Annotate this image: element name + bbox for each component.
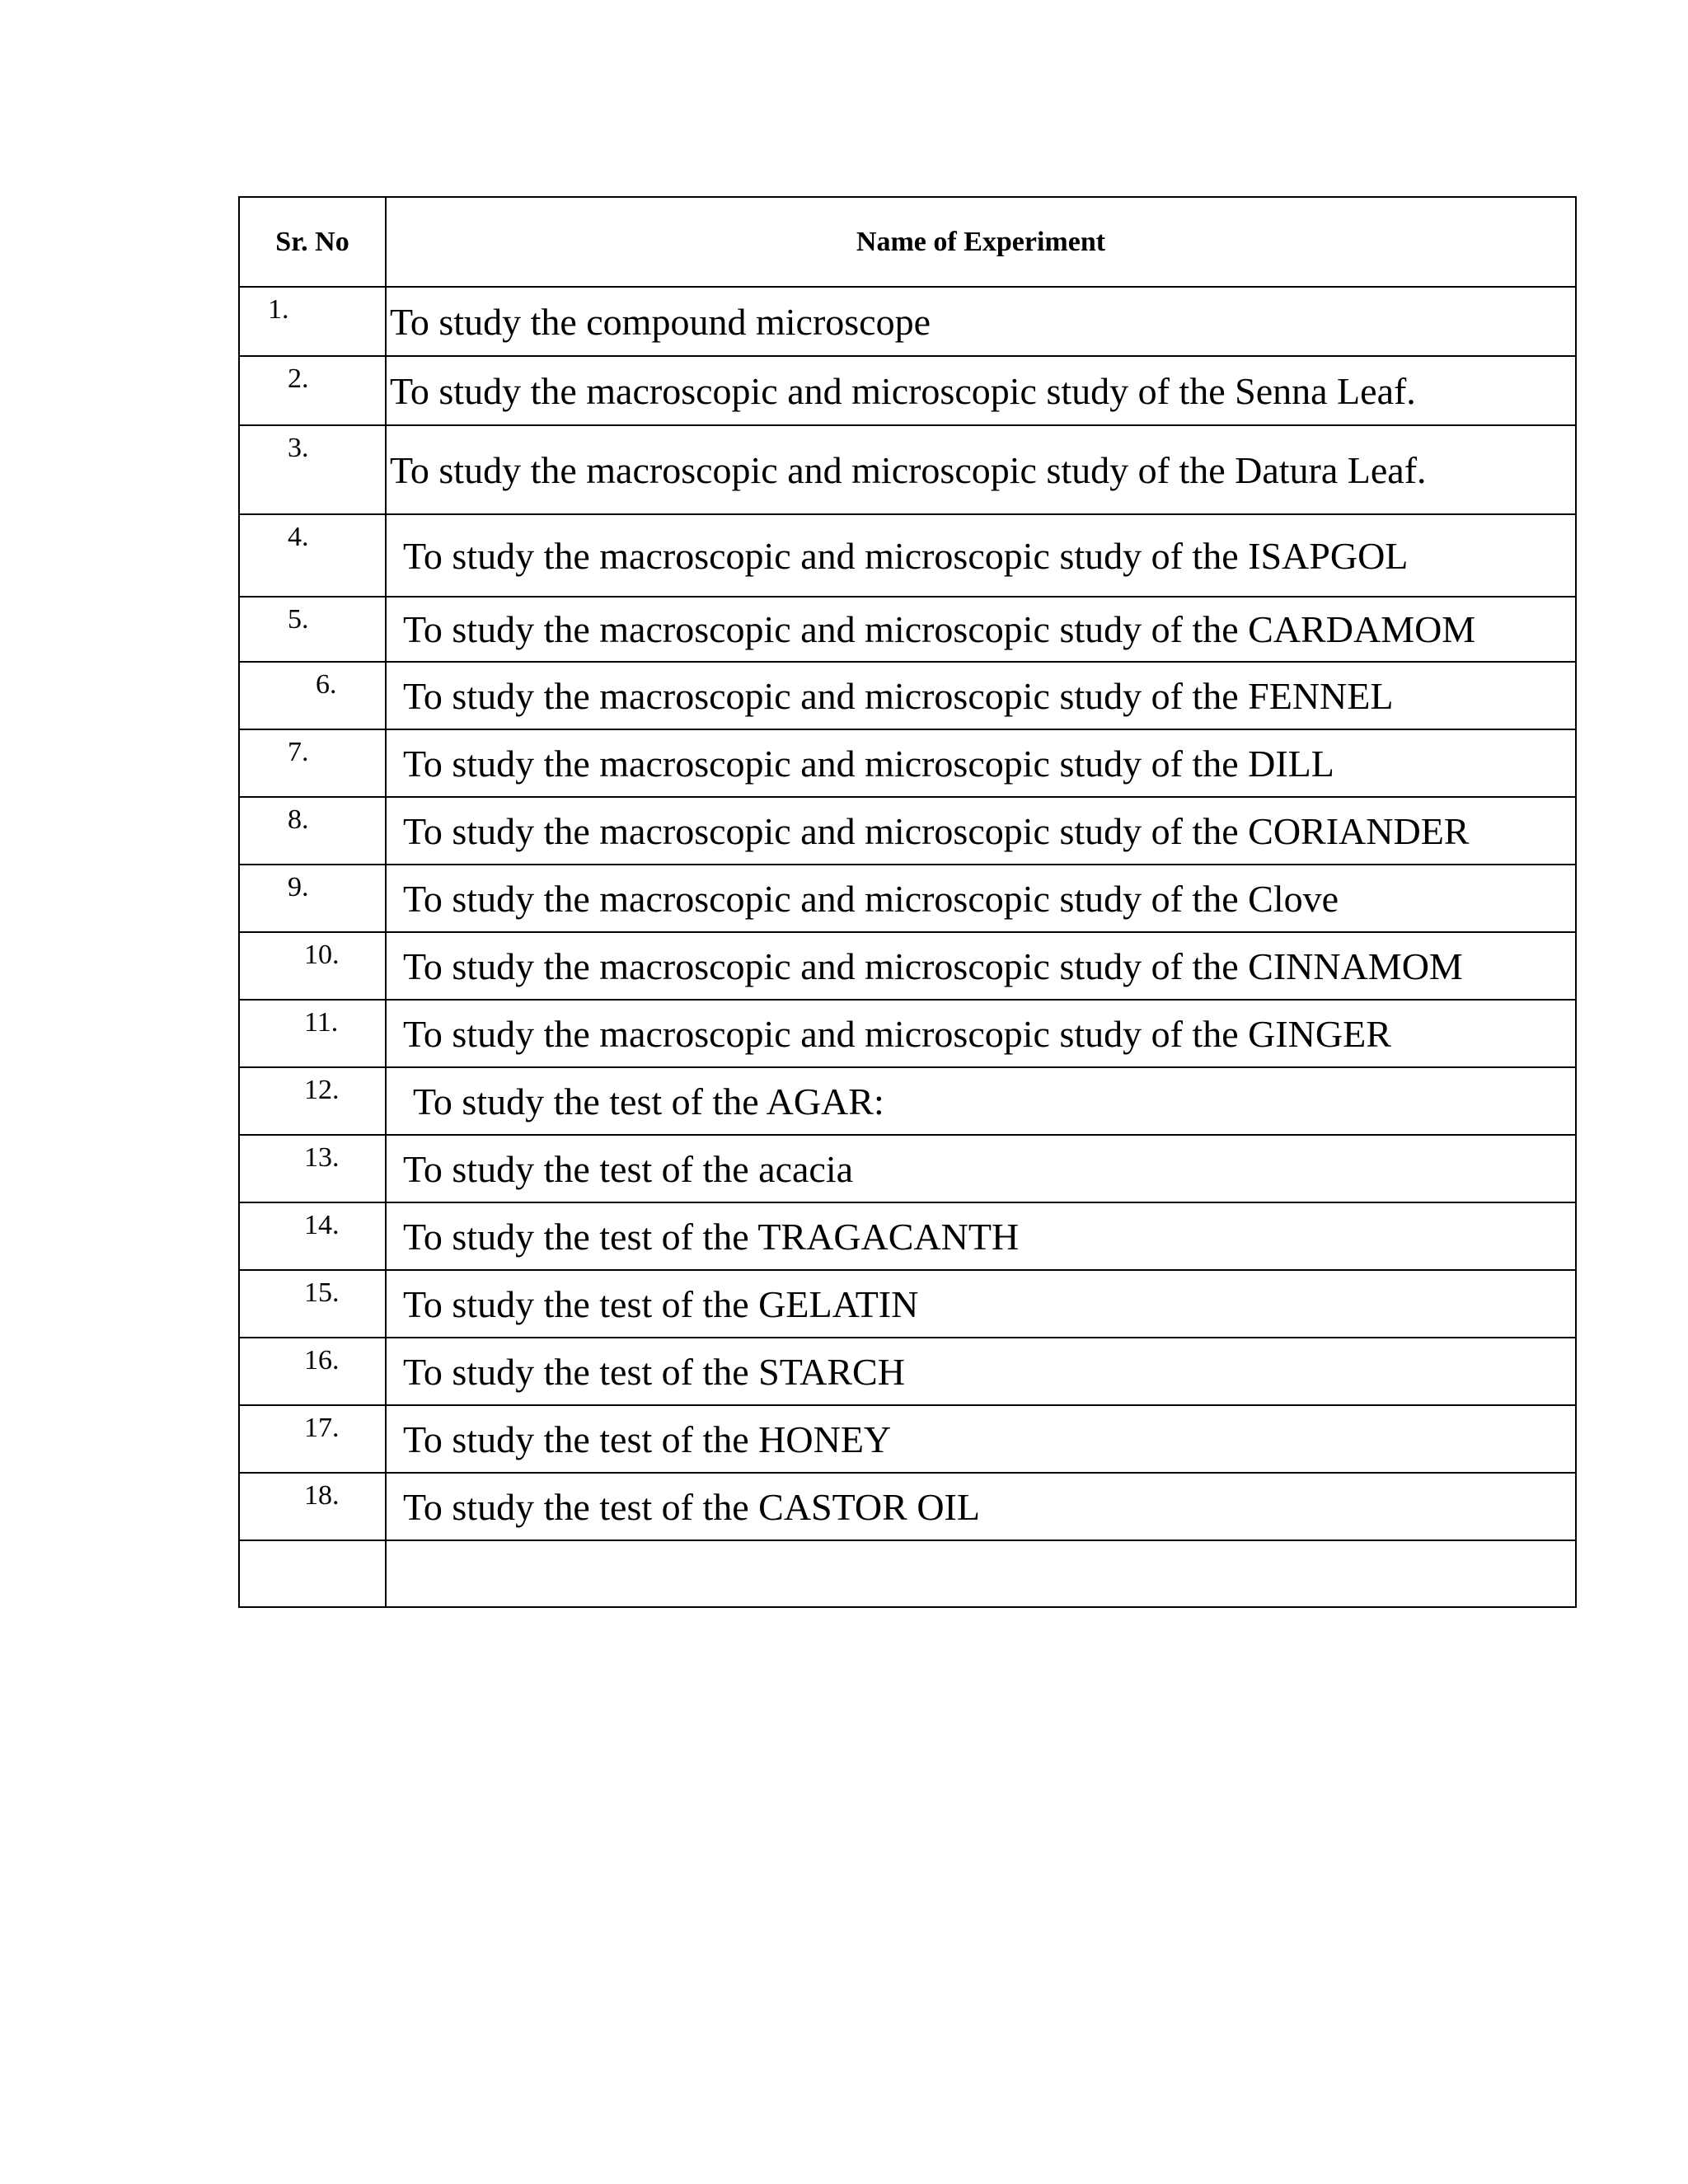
- experiment-name: To study the macroscopic and microscopic study of the CARDAMOM: [403, 608, 1476, 650]
- table-row: [239, 356, 1576, 425]
- experiment-name-cell: [386, 865, 1576, 932]
- experiment-name: To study the test of the GELATIN: [403, 1282, 919, 1325]
- table-row: [239, 287, 1576, 356]
- table-row: [239, 1067, 1576, 1135]
- experiment-name-cell: [386, 729, 1576, 797]
- header-sr-no: Sr. No: [239, 197, 386, 287]
- experiment-name: To study the macroscopic and microscopic study of the ISAPGOL: [403, 534, 1409, 577]
- experiment-name: To study the test of the acacia: [403, 1147, 854, 1190]
- experiment-name-cell: [386, 597, 1576, 662]
- experiment-name: To study the macroscopic and microscopic study of the CINNAMOM: [403, 944, 1463, 987]
- serial-number: 17.: [304, 1413, 340, 1443]
- table-row: [239, 1270, 1576, 1338]
- experiment-name-cell: [386, 1270, 1576, 1338]
- experiment-name-cell: [386, 425, 1576, 514]
- serial-number-cell: [239, 1000, 386, 1067]
- experiment-name: To study the test of the AGAR:: [413, 1080, 884, 1122]
- header-row: [239, 197, 1576, 287]
- experiment-name: To study the macroscopic and microscopic study of the Clove: [403, 877, 1339, 920]
- table-row: [239, 425, 1576, 514]
- serial-number-cell: [239, 425, 386, 514]
- empty-name-cell: [386, 1540, 1576, 1607]
- experiment-name: To study the test of the HONEY: [403, 1418, 892, 1460]
- serial-number-cell: [239, 514, 386, 597]
- table-row: [239, 797, 1576, 865]
- serial-number-cell: [239, 1067, 386, 1135]
- serial-number: 13.: [304, 1142, 340, 1173]
- serial-number-cell: [239, 1270, 386, 1338]
- serial-number-cell: [239, 1202, 386, 1270]
- experiment-name: To study the compound microscope: [390, 300, 931, 343]
- table-row: [239, 1405, 1576, 1473]
- experiment-name-cell: [386, 1473, 1576, 1540]
- experiment-name-cell: [386, 1135, 1576, 1202]
- table-row: [239, 1000, 1576, 1067]
- serial-number: 5.: [288, 604, 309, 635]
- experiment-name-cell: [386, 356, 1576, 425]
- table-row: [239, 1338, 1576, 1405]
- table-row: [239, 1135, 1576, 1202]
- serial-number-cell: [239, 1135, 386, 1202]
- table-row: [239, 729, 1576, 797]
- experiment-name-cell: [386, 1000, 1576, 1067]
- experiment-name: To study the macroscopic and microscopic study of the Senna Leaf.: [390, 369, 1416, 412]
- serial-number-cell: [239, 356, 386, 425]
- empty-serial-cell: [239, 1540, 386, 1607]
- experiment-name: To study the test of the CASTOR OIL: [403, 1485, 980, 1528]
- experiment-name: To study the macroscopic and microscopic study of the GINGER: [403, 1012, 1391, 1055]
- serial-number: 18.: [304, 1480, 340, 1511]
- serial-number-cell: [239, 865, 386, 932]
- serial-number: 7.: [288, 737, 309, 767]
- serial-number: 15.: [304, 1277, 340, 1308]
- experiment-name-cell: [386, 514, 1576, 597]
- serial-number: 16.: [304, 1345, 340, 1376]
- serial-number: 2.: [288, 363, 309, 394]
- serial-number: 3.: [288, 433, 309, 463]
- empty-table-row: [239, 1540, 1576, 1607]
- table-row: [239, 514, 1576, 597]
- serial-number-cell: [239, 1473, 386, 1540]
- serial-number: 14.: [304, 1210, 340, 1240]
- serial-number: 6.: [316, 669, 337, 700]
- serial-number-cell: [239, 932, 386, 1000]
- experiment-name: To study the macroscopic and microscopic study of the FENNEL: [403, 674, 1394, 717]
- experiment-name-cell: [386, 797, 1576, 865]
- serial-number-cell: [239, 662, 386, 729]
- serial-number: 10.: [304, 940, 340, 970]
- serial-number: 1.: [268, 294, 289, 325]
- serial-number: 4.: [288, 522, 309, 552]
- serial-number: 8.: [288, 804, 309, 835]
- header-name-of-experiment: Name of Experiment: [386, 197, 1576, 287]
- serial-number-cell: [239, 1338, 386, 1405]
- experiment-name: To study the test of the STARCH: [403, 1350, 905, 1393]
- table-row: [239, 932, 1576, 1000]
- experiment-name: To study the test of the TRAGACANTH: [403, 1215, 1020, 1258]
- experiment-name-cell: [386, 287, 1576, 356]
- serial-number: 11.: [304, 1007, 339, 1038]
- table-row: [239, 1473, 1576, 1540]
- experiment-name-cell: [386, 1067, 1576, 1135]
- serial-number-cell: [239, 287, 386, 356]
- experiment-name-cell: [386, 1338, 1576, 1405]
- experiment-name: To study the macroscopic and microscopic study of the Datura Leaf.: [390, 448, 1427, 491]
- experiment-name: To study the macroscopic and microscopic study of the DILL: [403, 742, 1334, 785]
- table-row: [239, 662, 1576, 729]
- experiments-table: [238, 196, 1577, 1608]
- experiment-name-cell: [386, 1202, 1576, 1270]
- experiment-name-cell: [386, 932, 1576, 1000]
- experiment-name-cell: [386, 1405, 1576, 1473]
- table-row: [239, 1202, 1576, 1270]
- serial-number-cell: [239, 597, 386, 662]
- table-row: [239, 597, 1576, 662]
- serial-number: 12.: [304, 1075, 340, 1105]
- experiment-name-cell: [386, 662, 1576, 729]
- serial-number-cell: [239, 797, 386, 865]
- serial-number: 9.: [288, 872, 309, 902]
- table-row: [239, 865, 1576, 932]
- experiment-name: To study the macroscopic and microscopic study of the CORIANDER: [403, 809, 1470, 852]
- serial-number-cell: [239, 729, 386, 797]
- serial-number-cell: [239, 1405, 386, 1473]
